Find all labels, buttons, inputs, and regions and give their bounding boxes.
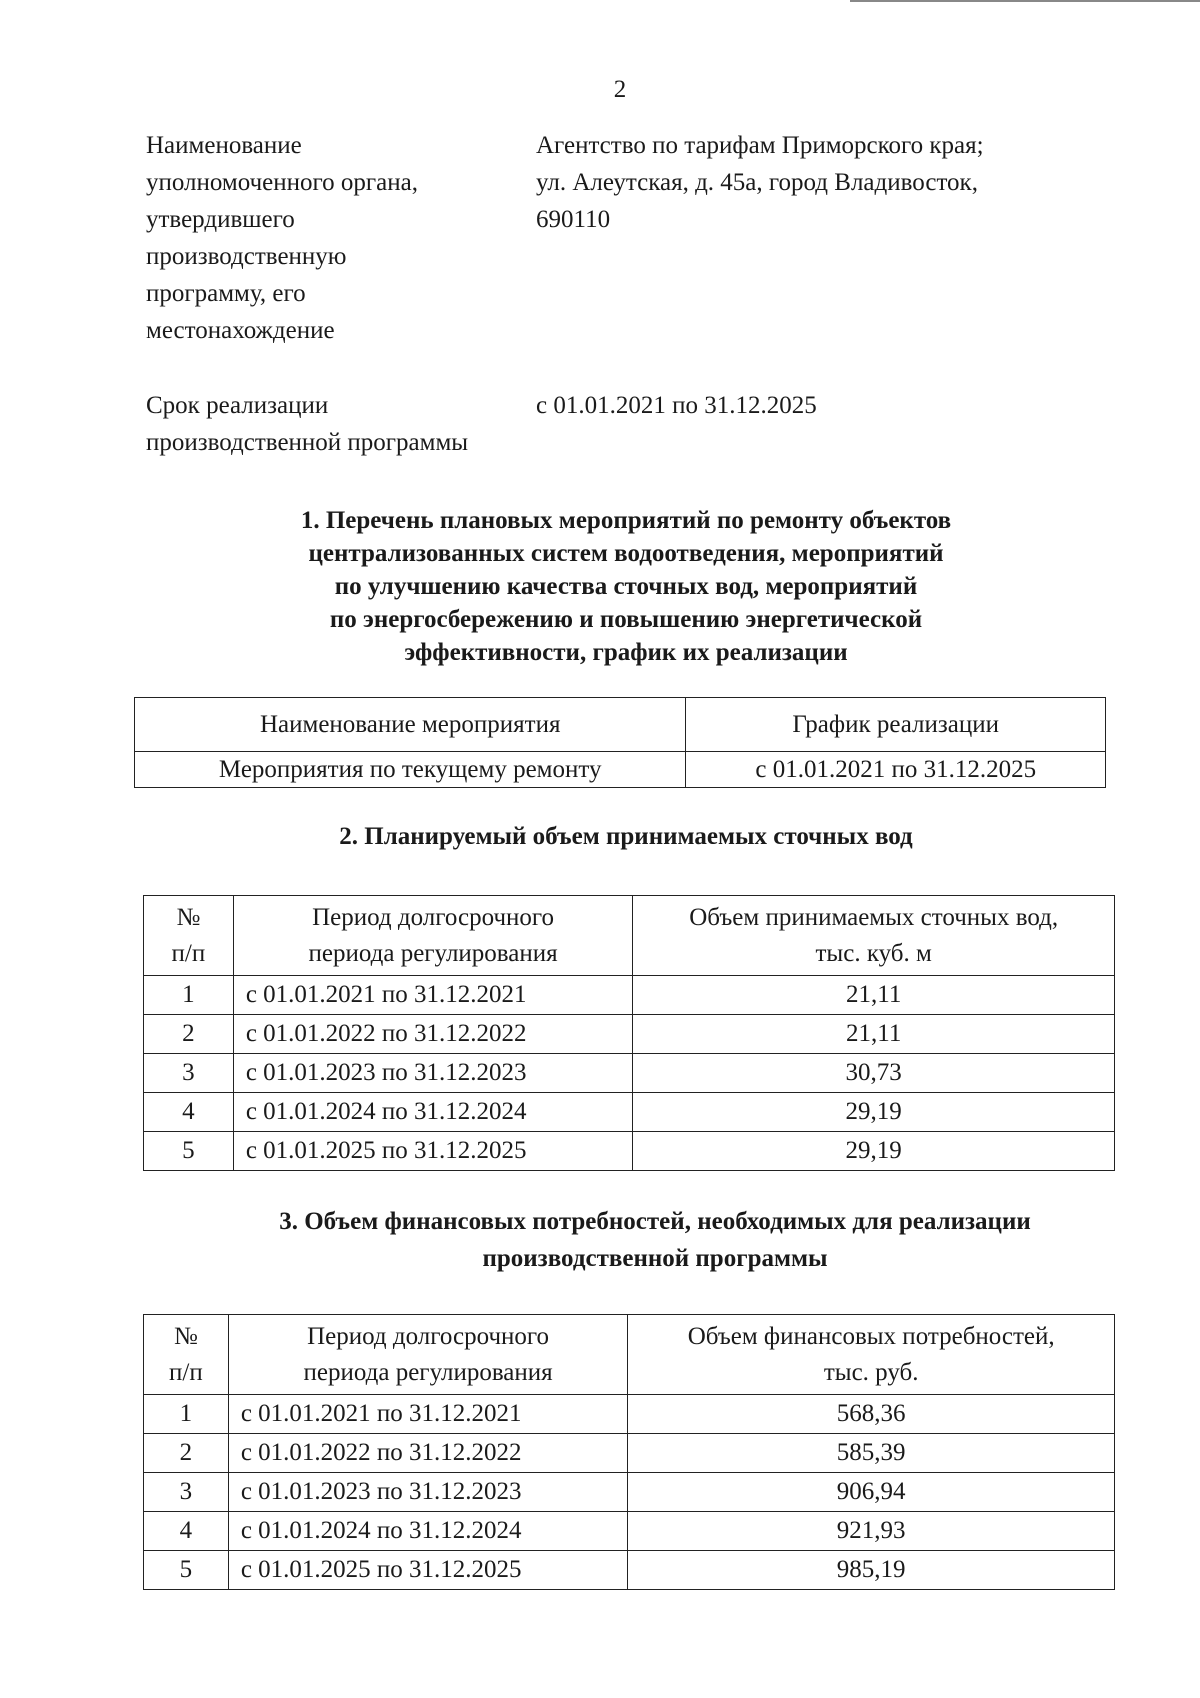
authority-label-line: Наименование	[146, 132, 302, 159]
table-header-row	[135, 698, 1106, 752]
table-header-row	[144, 896, 1115, 976]
authority-label	[146, 127, 526, 349]
authority-label-line: уполномоченного органа,	[146, 169, 418, 196]
financial-needs-table	[143, 1314, 1115, 1590]
authority-label-line: программу, его	[146, 280, 306, 307]
row-period: с 01.01.2024 по 31.12.2024	[233, 1093, 633, 1132]
table-row	[144, 976, 1115, 1015]
table-row	[144, 1434, 1115, 1473]
row-amount: 906,94	[628, 1473, 1115, 1512]
authority-label-line: утвердившего	[146, 206, 295, 233]
row-period: с 01.01.2021 по 31.12.2021	[228, 1395, 628, 1434]
row-number: 2	[144, 1434, 229, 1473]
row-period: с 01.01.2023 по 31.12.2023	[228, 1473, 628, 1512]
number-header: № п/п	[144, 896, 234, 976]
table-row	[135, 752, 1106, 788]
section1-heading-line: эффективности, график их реализации	[404, 639, 848, 666]
row-volume: 21,11	[633, 1015, 1115, 1054]
row-period: с 01.01.2025 по 31.12.2025	[228, 1551, 628, 1590]
authority-value-line: ул. Алеутская, д. 45а, город Владивосток,	[536, 169, 978, 196]
section1-heading-line: по энергосбережению и повышению энергетической	[329, 606, 923, 633]
authority-label-line: местонахождение	[146, 317, 335, 344]
table-row	[144, 1473, 1115, 1512]
table-row	[144, 1054, 1115, 1093]
row-amount: 985,19	[628, 1551, 1115, 1590]
schedule-cell: с 01.01.2021 по 31.12.2025	[686, 752, 1106, 788]
section1-heading	[146, 504, 1106, 669]
row-volume: 30,73	[633, 1054, 1115, 1093]
row-number: 3	[144, 1054, 234, 1093]
row-volume: 29,19	[633, 1093, 1115, 1132]
term-value-line: с 01.01.2021 по 31.12.2025	[536, 392, 817, 419]
section3-heading-line: 3. Объем финансовых потребностей, необходимых для реализации	[279, 1208, 1031, 1235]
activities-table	[134, 697, 1106, 788]
number-header: № п/п	[144, 1315, 229, 1395]
financial-needs-header: Объем финансовых потребностей, тыс. руб.	[628, 1315, 1115, 1395]
authority-label-line: производственную	[146, 243, 347, 270]
row-number: 4	[144, 1093, 234, 1132]
table-header-row	[144, 1315, 1115, 1395]
period-header: Период долгосрочного периода регулирования	[233, 896, 633, 976]
row-period: с 01.01.2023 по 31.12.2023	[233, 1054, 633, 1093]
row-amount: 568,36	[628, 1395, 1115, 1434]
table-row	[144, 1093, 1115, 1132]
row-period: с 01.01.2025 по 31.12.2025	[233, 1132, 633, 1171]
term-label	[146, 387, 526, 461]
section1-heading-line: по улучшению качества сточных вод, мероприятий	[334, 573, 918, 600]
term-label-line: производственной программы	[146, 429, 469, 456]
row-number: 5	[144, 1551, 229, 1590]
table-row	[144, 1132, 1115, 1171]
table-row	[144, 1015, 1115, 1054]
row-period: с 01.01.2021 по 31.12.2021	[233, 976, 633, 1015]
row-volume: 29,19	[633, 1132, 1115, 1171]
section3-heading-line: производственной программы	[482, 1245, 828, 1272]
row-number: 1	[144, 976, 234, 1015]
activity-name-header: Наименование мероприятия	[135, 698, 686, 752]
term-label-line: Срок реализации	[146, 392, 329, 419]
row-number: 4	[144, 1512, 229, 1551]
table-row	[144, 1395, 1115, 1434]
section3-heading	[200, 1203, 1110, 1277]
table-row	[144, 1551, 1115, 1590]
period-header: Период долгосрочного периода регулирования	[228, 1315, 628, 1395]
activity-name-cell: Мероприятия по текущему ремонту	[135, 752, 686, 788]
row-number: 1	[144, 1395, 229, 1434]
table-row	[144, 1512, 1115, 1551]
scan-edge-line	[850, 0, 1200, 2]
row-number: 2	[144, 1015, 234, 1054]
schedule-header: График реализации	[686, 698, 1106, 752]
section2-heading: 2. Планируемый объем принимаемых сточных вод	[339, 823, 913, 850]
page-number: 2	[613, 76, 627, 103]
authority-value-line: 690110	[536, 206, 611, 233]
row-volume: 21,11	[633, 976, 1115, 1015]
section1-heading-line: централизованных систем водоотведения, мероприятий	[308, 540, 944, 567]
row-amount: 921,93	[628, 1512, 1115, 1551]
wastewater-volume-table	[143, 895, 1115, 1171]
volume-header: Объем принимаемых сточных вод, тыс. куб. м	[633, 896, 1115, 976]
row-number: 5	[144, 1132, 234, 1171]
row-period: с 01.01.2024 по 31.12.2024	[228, 1512, 628, 1551]
section1-heading-line: 1. Перечень плановых мероприятий по ремонту объектов	[300, 507, 952, 534]
authority-value-line: Агентство по тарифам Приморского края;	[536, 132, 984, 159]
row-period: с 01.01.2022 по 31.12.2022	[228, 1434, 628, 1473]
authority-value	[536, 127, 1096, 238]
row-amount: 585,39	[628, 1434, 1115, 1473]
row-period: с 01.01.2022 по 31.12.2022	[233, 1015, 633, 1054]
row-number: 3	[144, 1473, 229, 1512]
term-value	[536, 387, 1096, 424]
